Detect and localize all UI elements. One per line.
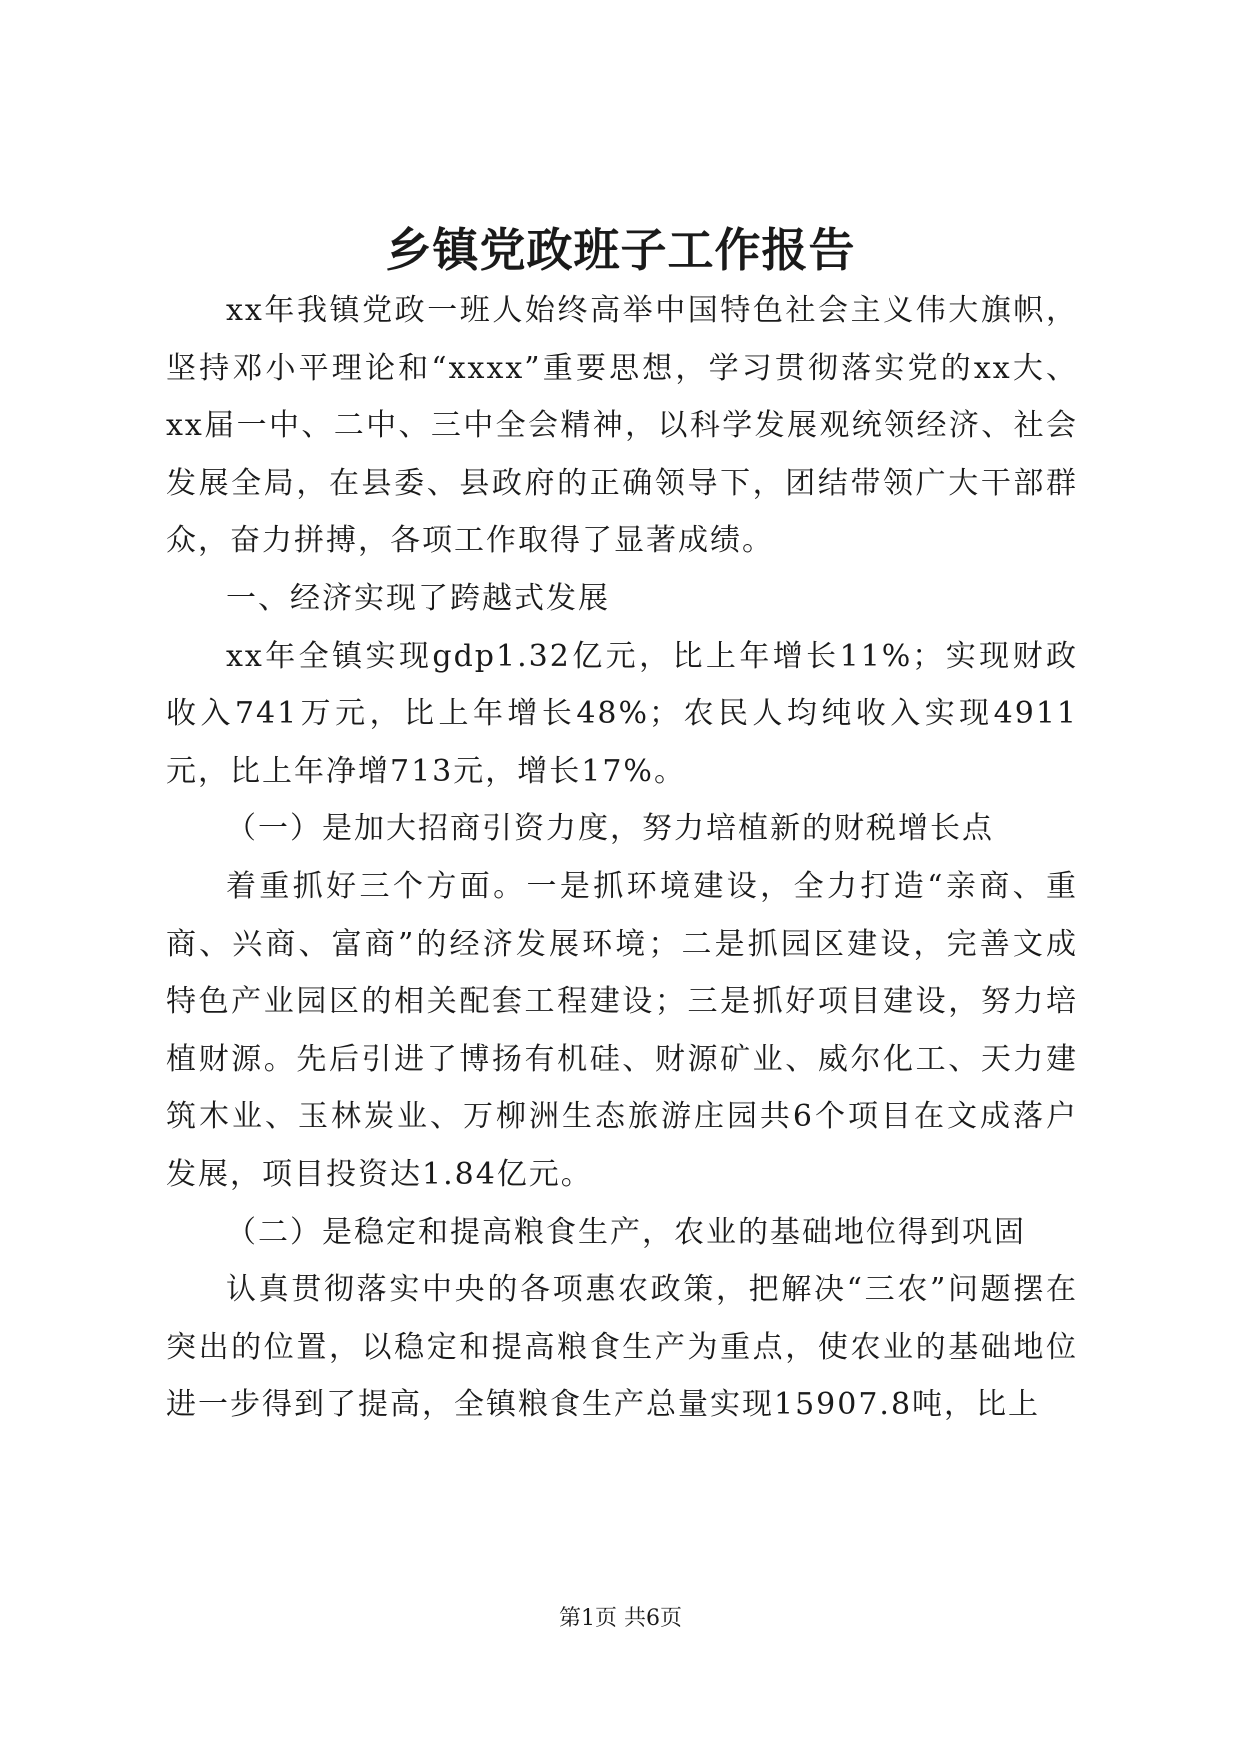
subsection-heading-grain: （二）是稳定和提高粮食生产，农业的基础地位得到巩固 [226,1214,1026,1250]
document-title: 乡镇党政班子工作报告 [385,223,856,277]
paragraph-investment: 着重抓好三个方面。一是抓环境建设，全力打造“亲商、重商、兴商、富商”的经济发展环境；二是抓园区建设，完善文成特色产业园区的相关配套工程建设；三是抓好项目建设，努力培植财源。先后引进了博扬有机硅、财源矿业、威尔化工、天力建筑木业、玉林炭业、万柳洲生态旅游庄园共6个项目在文成落户发展，项目投资达1.84亿元。 [166,868,1078,1192]
paragraph-grain: 认真贯彻落实中央的各项惠农政策，把解决“三农”问题摆在突出的位置，以稳定和提高粮食生产为重点，使农业的基础地位进一步得到了提高，全镇粮食生产总量实现15907.8吨，比上 [166,1272,1078,1423]
paragraph-economy-stats: xx年全镇实现gdp1.32亿元，比上年增长11%；实现财政收入741万元，比上年增长48%；农民人均纯收入实现4911元，比上年净增713元，增长17%。 [166,638,1078,789]
subsection-heading-investment: （一）是加大招商引资力度，努力培植新的财税增长点 [226,811,994,847]
page-number-footer: 第1页 共6页 [559,1606,682,1631]
section-heading-economy: 一、经济实现了跨越式发展 [226,580,610,616]
document-body [166,282,1078,1434]
paragraph-intro: xx年我镇党政一班人始终高举中国特色社会主义伟大旗帜，坚持邓小平理论和“xxxx”重要思想，学习贯彻落实党的xx大、xx届一中、二中、三中全会精神，以科学发展观统领经济、社会发展全局，在县委、县政府的正确领导下，团结带领广大干部群众，奋力拼搏，各项工作取得了显著成绩。 [166,293,1078,559]
